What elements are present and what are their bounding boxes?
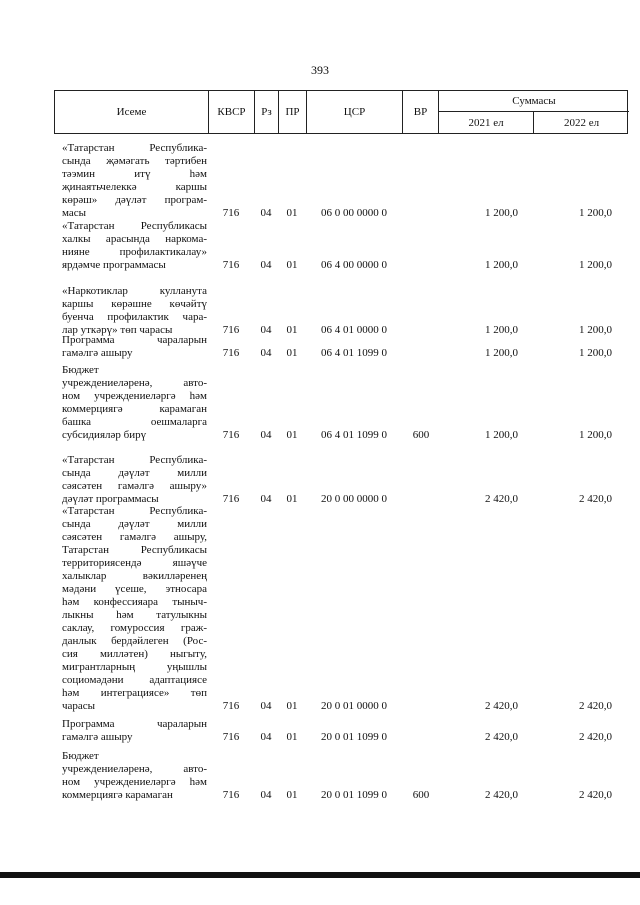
csr-code: 06 4 00 0000 0: [321, 259, 387, 271]
item-name-line: көрәш» дәүләт програм-: [62, 194, 207, 206]
table-header: [54, 90, 628, 134]
item-name-line: мәдәни үсеше, этносара: [62, 583, 207, 595]
page-number: 393: [311, 63, 329, 77]
item-name-line: коммерциягә карамаган: [62, 403, 207, 415]
pr-code: 01: [286, 493, 298, 505]
item-name-line: ном учреждениеләргә һәм: [62, 776, 207, 788]
sum-2022: 2 420,0: [579, 731, 612, 743]
item-name-line: гамәлгә ашыру: [62, 347, 133, 359]
rz-code: 04: [260, 207, 272, 219]
header-rz: Рз: [255, 91, 279, 133]
table-row: [0, 505, 640, 713]
item-name-line: социомәдәни адаптациясе: [62, 674, 207, 686]
csr-code: 20 0 01 0000 0: [321, 700, 387, 712]
sum-2022: 1 200,0: [579, 347, 612, 359]
pr-code: 01: [286, 429, 298, 441]
sum-2021: 1 200,0: [485, 207, 518, 219]
item-name-line: лыкны һәм татулыкны: [62, 609, 207, 621]
item-name-line: һәм интеграциясе» төп: [62, 687, 207, 699]
sum-2021: 1 200,0: [485, 429, 518, 441]
csr-code: 20 0 01 1099 0: [321, 731, 387, 743]
item-name-line: учреждениеләренә, авто-: [62, 763, 207, 775]
item-name-line: нияне профилактикалау»: [62, 246, 207, 258]
kvsr-code: 716: [222, 493, 240, 505]
item-name-line: коммерциягә карамаган: [62, 789, 173, 801]
header-pr: ПР: [279, 91, 307, 133]
header-name: Исеме: [55, 91, 209, 133]
item-name: [62, 454, 207, 506]
pr-code: 01: [286, 207, 298, 219]
rz-code: 04: [260, 700, 272, 712]
pr-code: 01: [286, 789, 298, 801]
item-name-line: территориясендә яшәүче: [62, 557, 207, 569]
sum-2021: 1 200,0: [485, 259, 518, 271]
sum-2022: 2 420,0: [579, 700, 612, 712]
kvsr-code: 716: [222, 207, 240, 219]
sum-2021: 2 420,0: [485, 789, 518, 801]
item-name-line: Бюджет: [62, 750, 99, 762]
item-name-line: ном учреждениеләргә һәм: [62, 390, 207, 402]
item-name-line: сында җәмәгать тәртибен: [62, 155, 207, 167]
item-name: [62, 142, 207, 220]
kvsr-code: 716: [222, 429, 240, 441]
sum-2022: 2 420,0: [579, 493, 612, 505]
rz-code: 04: [260, 259, 272, 271]
item-name-line: Программа чараларын: [62, 718, 207, 730]
item-name-line: учреждениеләренә, авто-: [62, 377, 207, 389]
sum-2021: 2 420,0: [485, 493, 518, 505]
item-name-line: «Татарстан Республика-: [62, 454, 207, 466]
item-name-line: ярдәмче программасы: [62, 259, 166, 271]
vr-code: 600: [412, 429, 430, 441]
item-name: [62, 718, 207, 744]
kvsr-code: 716: [222, 259, 240, 271]
sum-2022: 1 200,0: [579, 207, 612, 219]
header-kvsr: КВСР: [209, 91, 255, 133]
csr-code: 06 4 01 1099 0: [321, 429, 387, 441]
csr-code: 06 0 00 0000 0: [321, 207, 387, 219]
header-year-2022: 2022 ел: [563, 117, 600, 129]
item-name-line: сәясәтен гамәлгә ашыру,: [62, 531, 207, 543]
table-row: [0, 454, 640, 506]
rz-code: 04: [260, 731, 272, 743]
item-name: [62, 220, 207, 272]
item-name-line: җинаятьчелеккә каршы: [62, 181, 207, 193]
kvsr-code: 716: [222, 700, 240, 712]
item-name-line: мигрантларның уңышлы: [62, 661, 207, 673]
kvsr-code: 716: [222, 347, 240, 359]
csr-code: 06 4 01 0000 0: [321, 324, 387, 336]
csr-code: 20 0 00 0000 0: [321, 493, 387, 505]
sum-2022: 1 200,0: [579, 429, 612, 441]
rz-code: 04: [260, 324, 272, 336]
item-name-line: тәэмин итү һәм: [62, 168, 207, 180]
item-name-line: «Татарстан Республикасы: [62, 220, 207, 232]
item-name-line: Татарстан Республикасы: [62, 544, 207, 556]
header-vr: ВР: [403, 91, 439, 133]
table-row: [0, 364, 640, 442]
item-name-line: сында дәүләт милли: [62, 467, 207, 479]
table-row: [0, 718, 640, 744]
item-name-line: масы: [62, 207, 87, 219]
rz-code: 04: [260, 493, 272, 505]
sum-2021: 1 200,0: [485, 347, 518, 359]
item-name-line: буенча профилактик чара-: [62, 311, 207, 323]
bottom-border: [0, 872, 640, 878]
item-name: [62, 750, 207, 802]
csr-code: 20 0 01 1099 0: [321, 789, 387, 801]
table-row: [0, 285, 640, 337]
table-row: [0, 220, 640, 272]
item-name-line: башка оешмаларга: [62, 416, 207, 428]
item-name-line: лар уткәрү» төп чарасы: [62, 324, 173, 336]
sum-2021: 2 420,0: [485, 731, 518, 743]
kvsr-code: 716: [222, 324, 240, 336]
item-name-line: дәүләт программасы: [62, 493, 159, 505]
item-name-line: Бюджет: [62, 364, 99, 376]
item-name-line: «Наркотиклар кулланута: [62, 285, 207, 297]
table-row: [0, 142, 640, 220]
item-name-line: чарасы: [62, 700, 96, 712]
item-name: [62, 285, 207, 337]
sum-2022: 1 200,0: [579, 324, 612, 336]
item-name-line: халыклар вәкилләренең: [62, 570, 207, 582]
rz-code: 04: [260, 429, 272, 441]
sum-2021: 2 420,0: [485, 700, 518, 712]
pr-code: 01: [286, 347, 298, 359]
item-name-line: сия милләтен) ныгыту,: [62, 648, 207, 660]
sum-2022: 2 420,0: [579, 789, 612, 801]
pr-code: 01: [286, 700, 298, 712]
sum-2021: 1 200,0: [485, 324, 518, 336]
item-name: [62, 364, 207, 442]
item-name-line: сында дәүләт милли: [62, 518, 207, 530]
csr-code: 06 4 01 1099 0: [321, 347, 387, 359]
item-name-line: Программа чараларын: [62, 334, 207, 346]
item-name: [62, 334, 207, 360]
vr-code: 600: [412, 789, 430, 801]
item-name-line: һәм конфессияара тыныч-: [62, 596, 207, 608]
rz-code: 04: [260, 789, 272, 801]
pr-code: 01: [286, 731, 298, 743]
item-name-line: субсидияләр бирү: [62, 429, 147, 441]
kvsr-code: 716: [222, 789, 240, 801]
pr-code: 01: [286, 324, 298, 336]
item-name-line: данлык бердәйлеген (Рос-: [62, 635, 207, 647]
item-name-line: «Татарстан Республика-: [62, 505, 207, 517]
item-name-line: каршы көрәшне көчәйтү: [62, 298, 207, 310]
table-row: [0, 750, 640, 802]
kvsr-code: 716: [222, 731, 240, 743]
rz-code: 04: [260, 347, 272, 359]
header-year-2021: 2021 ел: [439, 112, 534, 134]
header-sums: Суммасы: [439, 91, 629, 112]
item-name-line: саклау, гомуроссия граж-: [62, 622, 207, 634]
pr-code: 01: [286, 259, 298, 271]
item-name-line: халкы арасында наркома-: [62, 233, 207, 245]
item-name: [62, 505, 207, 713]
item-name-line: сәясәтен гамәлгә ашыру»: [62, 480, 207, 492]
item-name-line: «Татарстан Республика-: [62, 142, 207, 154]
header-csr: ЦСР: [307, 91, 403, 133]
table-row: [0, 334, 640, 360]
sum-2022: 1 200,0: [579, 259, 612, 271]
item-name-line: гамәлгә ашыру: [62, 731, 133, 743]
